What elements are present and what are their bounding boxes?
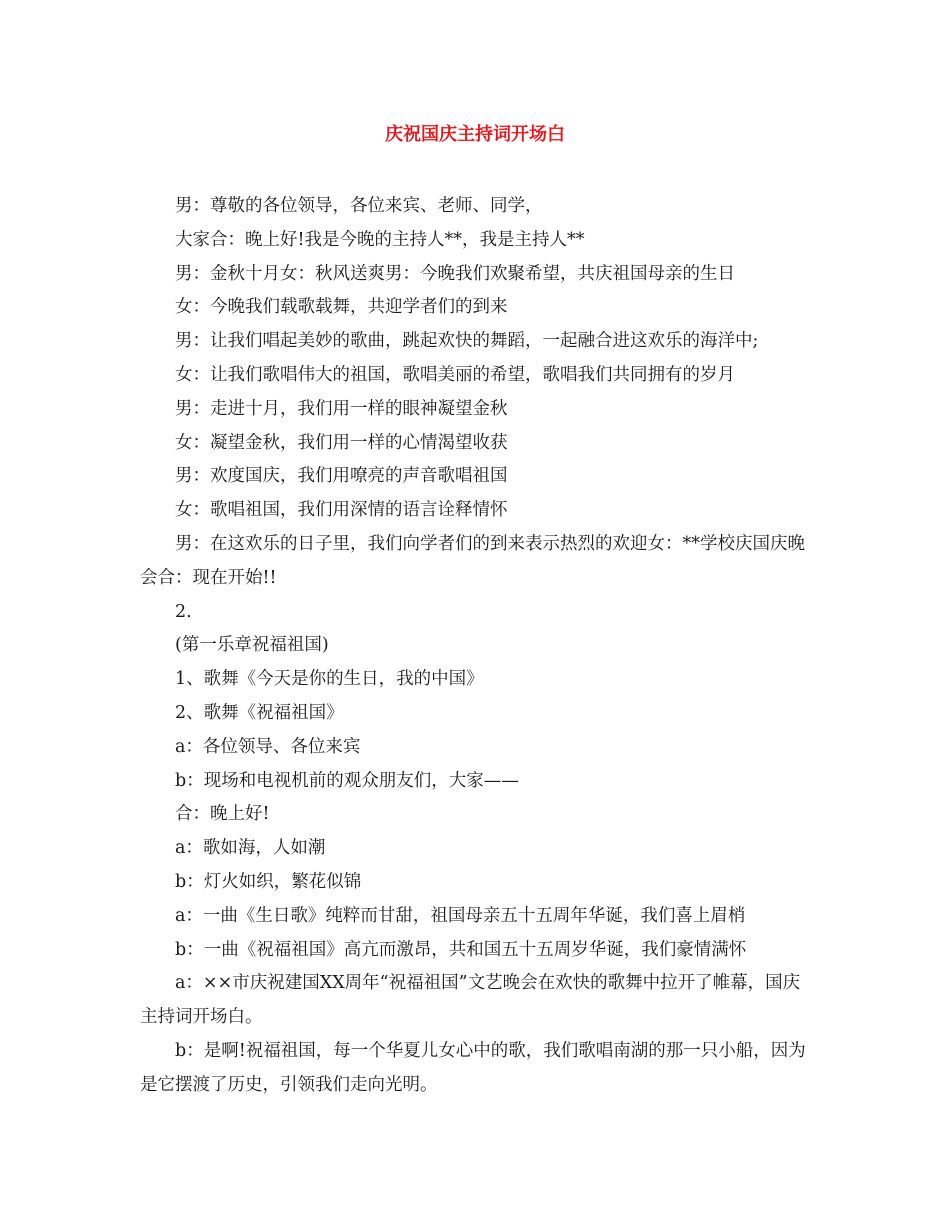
paragraph: 女：让我们歌唱伟大的祖国，歌唱美丽的希望，歌唱我们共同拥有的岁月 xyxy=(175,364,735,385)
paragraph: a：歌如海，人如潮 xyxy=(175,838,326,859)
paragraph: 男：欢度国庆，我们用嘹亮的声音歌唱祖国 xyxy=(175,466,508,487)
paragraph: a：一曲《生日歌》纯粹而甘甜，祖国母亲五十五周年华诞，我们喜上眉梢 xyxy=(175,905,746,926)
document-body xyxy=(140,190,812,1103)
paragraph: 2、歌舞《祝福祖国》 xyxy=(175,702,344,723)
paragraph: b：灯火如织，繁花似锦 xyxy=(175,871,362,892)
paragraph: b：一曲《祝福祖国》高亢而激昂，共和国五十五周岁华诞，我们豪情满怀 xyxy=(175,939,747,960)
paragraph: 男：走进十月，我们用一样的眼神凝望金秋 xyxy=(175,398,508,419)
paragraph: 合：晚上好! xyxy=(175,804,270,825)
paragraph: 女：凝望金秋，我们用一样的心情渴望收获 xyxy=(175,432,508,453)
paragraph: 女：歌唱祖国，我们用深情的语言诠释情怀 xyxy=(175,500,508,521)
paragraph: a：各位领导、各位来宾 xyxy=(175,736,361,757)
paragraph: 男：金秋十月女：秋风送爽男：今晚我们欢聚希望，共庆祖国母亲的生日 xyxy=(175,263,735,284)
document-title: 庆祝国庆主持词开场白 xyxy=(385,124,565,145)
paragraph: b：现场和电视机前的观众朋友们，大家—— xyxy=(175,770,519,791)
paragraph: 男：在这欢乐的日子里，我们向学者们的到来表示热烈的欢迎女：**学校庆国庆晚会合：现在开始!! xyxy=(140,533,805,588)
paragraph: 男：让我们唱起美妙的歌曲，跳起欢快的舞蹈，一起融合进这欢乐的海洋中; xyxy=(175,331,759,352)
paragraph: 女：今晚我们载歌载舞，共迎学者们的到来 xyxy=(175,297,508,318)
paragraph: b：是啊!祝福祖国，每一个华夏儿女心中的歌，我们歌唱南湖的那一只小船，因为是它摆渡了历史，引领我们走向光明。 xyxy=(140,1040,806,1095)
paragraph: (第一乐章祝福祖国) xyxy=(175,635,329,656)
paragraph: 1、歌舞《今天是你的生日，我的中国》 xyxy=(175,669,484,690)
paragraph: 大家合：晚上好!我是今晚的主持人**，我是主持人** xyxy=(175,229,585,250)
paragraph: 2. xyxy=(175,601,192,622)
paragraph: a：××市庆祝建国XX周年“祝福祖国”文艺晚会在欢快的歌舞中拉开了帷幕，国庆主持词开场白。 xyxy=(140,973,801,1028)
paragraph: 男：尊敬的各位领导，各位来宾、老师、同学， xyxy=(175,196,543,216)
